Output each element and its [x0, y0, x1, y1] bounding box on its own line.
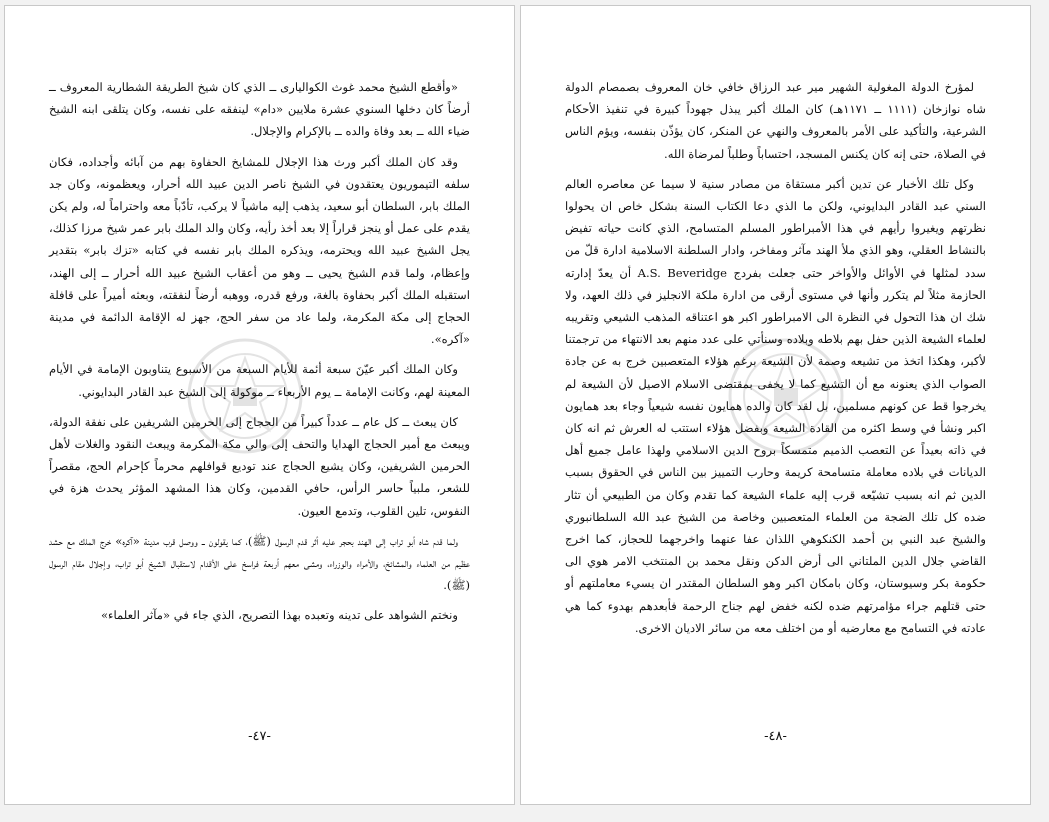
- right-paragraph-1: لمؤرخ الدولة المغولية الشهير مير عبد الرزاق خافي خان المعروف بصمصام الدولة شاه نوازخان (١١١١ ــ ١١٧١هـ) كان الملك أكبر يبذل جهوداً كبيرة في تنفيذ الأحكام الشرعية، والتأكيد على الأمر بالمعروف والنهي عن المنكر، كان يؤذّن بنفسه، ويؤم الناس في الصلاة، حتى إنه كان يكنس المسجد، احتساباً وطلباً لمرضاة الله.: [565, 80, 986, 161]
- left-paragraph-1: «وأقطع الشيخ محمد غوث الكواليارى ــ الذي كان شيخ الطريقة الشطارية المعروف ــ أرضاً كان دخلها السنوي عشرة ملايين «دام» لينفقه على نفسه، وكان يتلقى ابنه الشيخ ضياء الله ــ بعد وفاة والده ــ بالإكرام والإجلال.: [49, 80, 470, 139]
- left-page-number: -٤٧-: [248, 729, 271, 744]
- left-paragraph-3: وكان الملك أكبر عيّنَ سبعة أئمة للأيام السبعة من الأسبوع يتناوبون الإمامة في الأيام المعينة لهم، وكانت الإمامة ــ يوم الأربعاء ــ موكولة إلى الشيخ عبد القادر البدايوني.: [49, 362, 470, 399]
- left-paragraph-6: ونختم الشواهد على تدينه وتعبده بهذا التصريح، الذي جاء في «مآثر العلماء»: [100, 608, 458, 623]
- left-page-text: [49, 76, 470, 635]
- left-paragraph-4: كان يبعث ــ كل عام ــ عدداً كبيراً من الحجاج إلى الحرمين الشريفين على نفقة الدولة، ويبعث مع أمير الحجاج الهدايا والتحف إلى والي مكة المكرمة ويبعث النقود والغلات لأهل الحرمين الشريفين، وكان يشيع الحجاج عند توديع قوافلهم محرماً كإحرام الحج، مقصراً للشعر، ملبياً حاسر الرأس، حافي القدمين، وكان هذا المشهد المؤثر يحدث هزة في النفوس، تلين القلوب، وتدمع العيون.: [49, 414, 470, 518]
- left-paragraph-2: وقد كان الملك أكبر ورث هذا الإجلال للمشايخ الحفاوة بهم من آبائه وأجداده، فكان سلفه التيموريون يعتقدون في الشيخ ناصر الدين عبيد الله أحرار، ويعظمونه، وكان جد الملك بابر، السلطان أبو سعيد، يذهب إليه ماشياً لا يركب، تأدّباً معه واحتراماً له، ولم يكن يقدم على عمل أو ينجز قراراً إلا بعد أخذ رأيه، وكان والد الملك بابر عمر شيخ مرزا كذلك، يجل الشيخ عبيد الله ويحترمه، ويذكره الملك بابر نفسه في كتابه «تزك بابر» بتقدير وإعظام، ولما قدم الشيخ يحيى ــ وهو من أعقاب الشيخ عبيد الله أحرار ــ إلى الهند، استقبله الملك أكبر بحفاوة بالغة، ورفع قدره، ووهبه أرضاً لنفقته، وبعثه أميراً على قافلة الحجاج إلى مكة المكرمة، ولما عاد من سفر الحج، جهز له الإقامة الدائمة في مدينة «آكره».: [49, 154, 470, 347]
- left-paragraph-5: ولما قدم شاه أبو تراب إلى الهند بحجر عليه أثر قدم الرسول (ﷺ)، كما يقولون ــ ووصل قرب مدينة «آكره» خرج الملك مع حشد عظيم من العلماء والمشائخ، والأمراء والوزراء، ومشى معهم أربعة فراسخ على الأقدام لاستقبال الشيخ أبو تراب، وإجلال مقام الرسول (ﷺ).: [49, 533, 470, 593]
- right-page: [520, 5, 1031, 805]
- left-page: [4, 5, 515, 805]
- right-page-text: [565, 76, 986, 647]
- right-paragraph-2: وكل تلك الأخبار عن تدين أكبر مستقاة من مصادر سنية لا سيما عن معاصره العالم السني عبد القادر البدايوني، ولكن ما الذي دعا الكتاب السنة بشكل خاص ان يحولوا نظرتهم ويغيروا رأيهم في هذا الأمبراطور المسلم المتسامح، الذي كانت حياته تفيض بالنشاط العقلي، وهو الذي ملأ الهند مآثر ومفاخر، وادار السلطنة الاسلامية ادارة قلّ من سدد لمثلها في الأوائل والأواخر حتى جعلت بفردج A.S. Beveridge أن يعدّ إدارته الحازمة مثلاً لم يتكرر وأنها في مستوى أرقى من ادارة ملكة الانجليز في ذلك العهد، ولا شك ان هذا التحول في النظرة الى الامبراطور اكبر هو اعتناقه المذهب الشيعي وتقريبه لعلماء الشيعة الذين حفل بهم بلاطه وبلاده وسنأتي على عدد منهم بعد الانتهاء من ترجمتنا لأكبر، وهكذا اتخذ من تشيعه وصمة لأن الشيعة برغم هؤلاء المتعصبين خرج به عن جادة الصواب الذي يعنونه مع أن التشيع كما لا يخفى بمقتضى الاسلام الاصيل لأن الشيعة لم يخرجوا قط عن كونهم مسلمين، بل لقد كان والده همايون نفسه شيعياً وجاء بعد همايون اكبر ونشأ في وسط اكثره من القادة الشيعة وبفضل هؤلاء استتب له العرش ثم انه كان في ذاته بعيداً عن التعصب الذميم متمسكاً بروح الدين الاسلامي ولهذا عامل جميع أهل الديانات في بلاده معاملة متسامحة كريمة وحارب التمييز بين الناس في الحقوق بسبب الدين ثم انه بسبب تشيّعه قرب إليه علماء الشيعة كما تقدم وكان من الطبيعي أن تثار ضده كل تلك الضجة من العلماء المتعصبين وخاصة من الشيخ عبد الله السلطانبوري والشيخ عبد النبي بن أحمد الكنكوهي اللذان عفا عنهما واخرجهما للحجاز، كما اخرج القاضي جلال الدين الملتاني الى أرض الدكن ونقل محمد بن المنتخب الامر هوي الى حكومة بكر وسيوستان، وكان بامكان اكبر وهو السلطان المقتدر ان يسيء معاملتهم أو حتى قتلهم جراء مؤامرتهم ضده لكنه خفض لهم جناح الرحمة فأبعدهم بهدوء كما هي عادته في التسامح مع معارضيه أو من اختلف معه من سائر الاديان الاخرى.: [565, 176, 986, 635]
- right-page-number: -٤٨-: [764, 729, 787, 744]
